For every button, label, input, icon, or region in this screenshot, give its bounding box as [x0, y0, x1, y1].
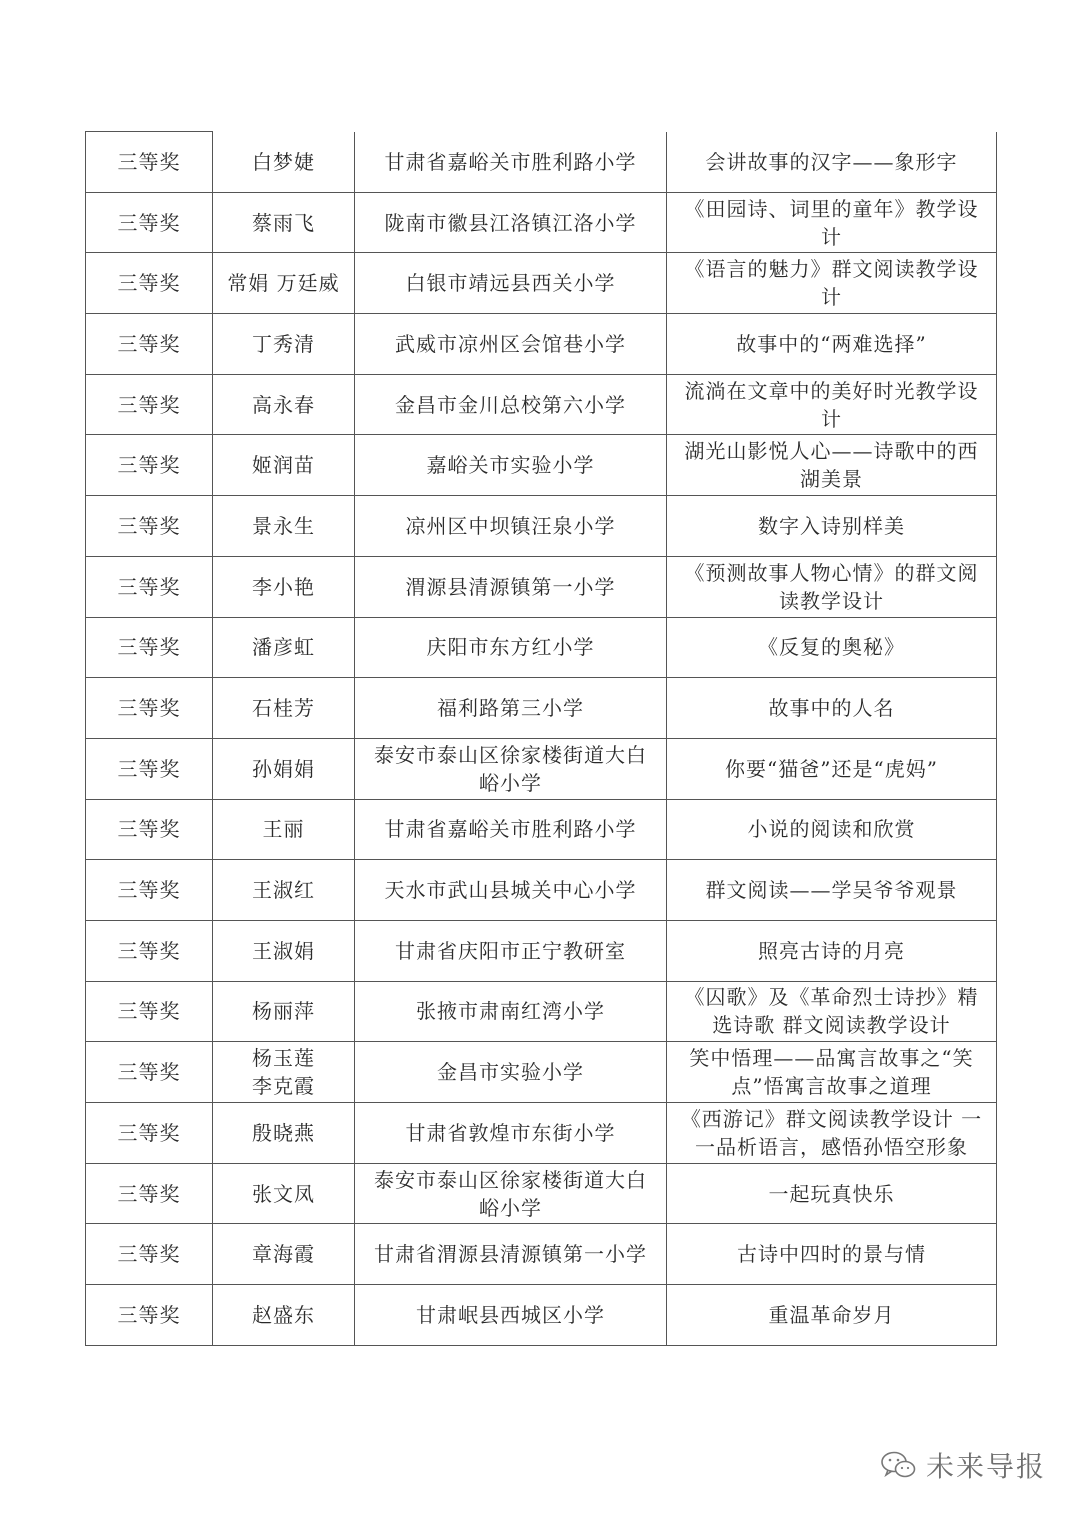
cell-prize: 三等奖 — [86, 617, 213, 678]
cell-name: 常娟 万廷威 — [213, 253, 355, 314]
cell-school: 甘肃岷县西城区小学 — [355, 1285, 667, 1346]
cell-school: 张掖市肃南红湾小学 — [355, 981, 667, 1042]
table-row — [86, 1103, 997, 1164]
cell-prize: 三等奖 — [86, 738, 213, 799]
table-row — [86, 738, 997, 799]
cell-name: 石桂芳 — [213, 678, 355, 739]
cell-prize: 三等奖 — [86, 1285, 213, 1346]
table-row — [86, 1042, 997, 1103]
table-row — [86, 253, 997, 314]
cell-prize: 三等奖 — [86, 920, 213, 981]
cell-title: 《语言的魅力》群文阅读教学设计 — [667, 253, 997, 314]
cell-prize: 三等奖 — [86, 132, 213, 193]
cell-title: 你要“猫爸”还是“虎妈” — [667, 738, 997, 799]
cell-prize: 三等奖 — [86, 1042, 213, 1103]
table-row — [86, 556, 997, 617]
table-row — [86, 981, 997, 1042]
table-row — [86, 920, 997, 981]
cell-name: 章海霞 — [213, 1224, 355, 1285]
cell-prize: 三等奖 — [86, 1103, 213, 1164]
cell-name: 丁秀清 — [213, 314, 355, 375]
watermark — [880, 1445, 1046, 1485]
cell-title: 《预测故事人物心情》的群文阅读教学设计 — [667, 556, 997, 617]
cell-title: 数字入诗别样美 — [667, 496, 997, 557]
cell-school: 泰安市泰山区徐家楼街道大白峪小学 — [355, 738, 667, 799]
cell-title: 故事中的“两难选择” — [667, 314, 997, 375]
cell-school: 福利路第三小学 — [355, 678, 667, 739]
cell-prize: 三等奖 — [86, 496, 213, 557]
cell-school: 金昌市金川总校第六小学 — [355, 374, 667, 435]
cell-name: 景永生 — [213, 496, 355, 557]
cell-title: 《囚歌》及《革命烈士诗抄》精选诗歌 群文阅读教学设计 — [667, 981, 997, 1042]
cell-school: 泰安市泰山区徐家楼街道大白峪小学 — [355, 1163, 667, 1224]
cell-name: 张文凤 — [213, 1163, 355, 1224]
cell-name: 李小艳 — [213, 556, 355, 617]
award-table-body — [86, 132, 997, 1346]
cell-title: 照亮古诗的月亮 — [667, 920, 997, 981]
cell-title: 故事中的人名 — [667, 678, 997, 739]
cell-name: 王丽 — [213, 799, 355, 860]
cell-name: 杨玉莲 李克霞 — [213, 1042, 355, 1103]
cell-name: 白梦婕 — [213, 132, 355, 193]
cell-school: 庆阳市东方红小学 — [355, 617, 667, 678]
cell-name: 蔡雨飞 — [213, 192, 355, 253]
cell-prize: 三等奖 — [86, 253, 213, 314]
table-row — [86, 374, 997, 435]
cell-title: 《田园诗、词里的童年》教学设计 — [667, 192, 997, 253]
award-table — [85, 131, 997, 1346]
cell-school: 甘肃省庆阳市正宁教研室 — [355, 920, 667, 981]
cell-school: 凉州区中坝镇汪泉小学 — [355, 496, 667, 557]
cell-title: 古诗中四时的景与情 — [667, 1224, 997, 1285]
cell-prize: 三等奖 — [86, 435, 213, 496]
cell-title: 湖光山影悦人心——诗歌中的西湖美景 — [667, 435, 997, 496]
cell-prize: 三等奖 — [86, 1224, 213, 1285]
cell-school: 武威市凉州区会馆巷小学 — [355, 314, 667, 375]
cell-title: 小说的阅读和欣赏 — [667, 799, 997, 860]
cell-school: 陇南市徽县江洛镇江洛小学 — [355, 192, 667, 253]
cell-title: 《西游记》群文阅读教学设计 一一品析语言，感悟孙悟空形象 — [667, 1103, 997, 1164]
cell-prize: 三等奖 — [86, 799, 213, 860]
cell-name: 孙娟娟 — [213, 738, 355, 799]
table-row — [86, 496, 997, 557]
table-row — [86, 678, 997, 739]
cell-school: 甘肃省嘉峪关市胜利路小学 — [355, 132, 667, 193]
table-row — [86, 1163, 997, 1224]
cell-school: 嘉峪关市实验小学 — [355, 435, 667, 496]
cell-title: 重温革命岁月 — [667, 1285, 997, 1346]
cell-prize: 三等奖 — [86, 192, 213, 253]
table-row — [86, 1224, 997, 1285]
table-row — [86, 435, 997, 496]
cell-name: 杨丽萍 — [213, 981, 355, 1042]
table-row — [86, 192, 997, 253]
cell-prize: 三等奖 — [86, 556, 213, 617]
cell-school: 甘肃省渭源县清源镇第一小学 — [355, 1224, 667, 1285]
cell-school: 白银市靖远县西关小学 — [355, 253, 667, 314]
cell-name: 王淑娟 — [213, 920, 355, 981]
cell-school: 甘肃省嘉峪关市胜利路小学 — [355, 799, 667, 860]
cell-prize: 三等奖 — [86, 981, 213, 1042]
cell-title: 流淌在文章中的美好时光教学设计 — [667, 374, 997, 435]
cell-prize: 三等奖 — [86, 678, 213, 739]
cell-school: 金昌市实验小学 — [355, 1042, 667, 1103]
cell-school: 渭源县清源镇第一小学 — [355, 556, 667, 617]
cell-title: 会讲故事的汉字——象形字 — [667, 132, 997, 193]
table-row — [86, 799, 997, 860]
cell-title: 群文阅读——学吴爷爷观景 — [667, 860, 997, 921]
cell-name: 高永春 — [213, 374, 355, 435]
cell-prize: 三等奖 — [86, 314, 213, 375]
cell-school: 天水市武山县城关中心小学 — [355, 860, 667, 921]
cell-title: 《反复的奥秘》 — [667, 617, 997, 678]
table-row — [86, 860, 997, 921]
cell-school: 甘肃省敦煌市东街小学 — [355, 1103, 667, 1164]
wechat-icon — [880, 1450, 916, 1480]
table-row — [86, 617, 997, 678]
cell-name: 殷晓燕 — [213, 1103, 355, 1164]
cell-name: 潘彦虹 — [213, 617, 355, 678]
watermark-text: 未来导报 — [925, 1450, 1046, 1483]
cell-prize: 三等奖 — [86, 374, 213, 435]
cell-prize: 三等奖 — [86, 1163, 213, 1224]
cell-name: 赵盛东 — [213, 1285, 355, 1346]
table-row — [86, 132, 997, 193]
cell-name: 姬润苗 — [213, 435, 355, 496]
cell-title: 一起玩真快乐 — [667, 1163, 997, 1224]
cell-prize: 三等奖 — [86, 860, 213, 921]
table-row — [86, 1285, 997, 1346]
cell-name: 王淑红 — [213, 860, 355, 921]
cell-title: 笑中悟理——品寓言故事之“笑点”悟寓言故事之道理 — [667, 1042, 997, 1103]
table-row — [86, 314, 997, 375]
